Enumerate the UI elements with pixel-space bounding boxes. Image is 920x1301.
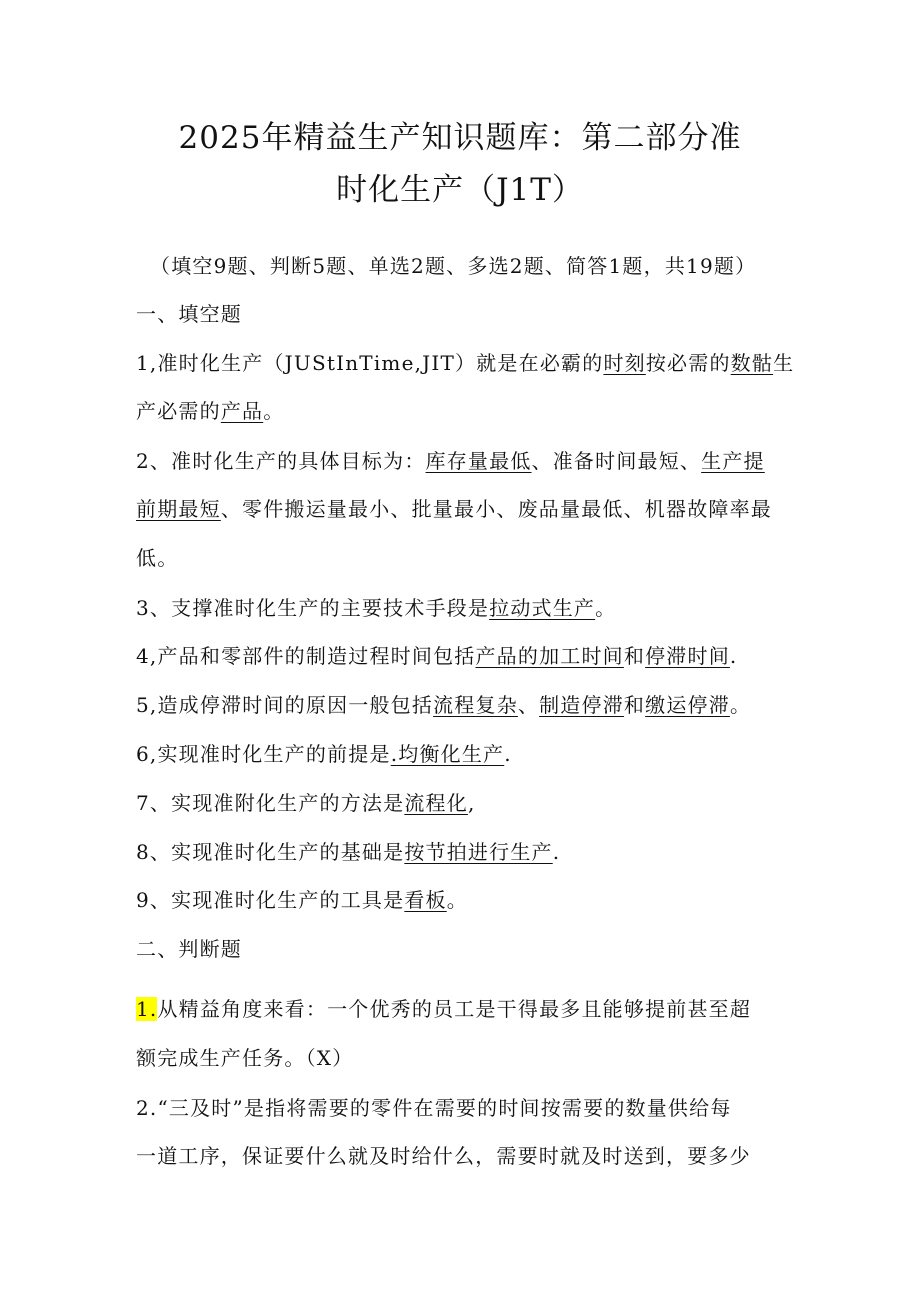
answer-blank: 产品的加工时间 [475,644,624,668]
fill-question-1-line-1: 1,准时化生产（JUStInTime,JIT）就是在必霸的时刻按必需的数骷生 [136,351,795,375]
answer-blank: 生产提 [701,449,765,473]
answer-blank: 流程复杂 [433,693,518,717]
section-heading-fill-in: 一、填空题 [136,302,242,326]
answer-blank: 数骷 [730,351,774,375]
answer-blank: .均衡化生产 [390,742,505,766]
fill-question-7: 7、实现准附化生产的方法是流程化, [136,791,476,815]
document-title-line-1: 2025年精益生产知识题库：第二部分准 [178,120,742,156]
answer-blank: 库存量最低 [425,449,532,473]
question-summary: （填空9题、判断5题、单选2题、多选2题、简答1题，共19题） [150,254,757,278]
fill-question-2-line-3: 低。 [136,546,179,570]
fill-question-2-line-1: 2、准时化生产的具体目标为：库存量最低、准备时间最短、生产提 [136,449,765,473]
fill-question-6: 6,实现准时化生产的前提是.均衡化生产. [136,742,512,766]
highlighted-question-number: 1. [136,997,158,1021]
answer-blank: 拉动式生产 [489,596,596,620]
fill-question-8: 8、实现准时化生产的基础是按节拍进行生产. [136,840,561,864]
fill-question-9: 9、实现准时化生产的工具是看板。 [136,888,468,912]
answer-blank: 产品 [220,399,264,423]
answer-blank: 按节拍进行生产 [404,840,553,864]
answer-blank: 时刻 [603,351,646,375]
fill-question-3: 3、支撑准时化生产的主要技术手段是拉动式生产。 [136,596,617,620]
answer-blank: 流程化 [404,791,468,815]
document-title-line-2: 时化生产（J1T） [336,172,584,208]
answer-blank: 前期最短 [136,497,221,521]
fill-question-4: 4,产品和零部件的制造过程时间包括产品的加工时间和停滞时间. [136,644,738,668]
fill-question-1-line-2: 产必需的产品。 [136,399,285,423]
judgement-question-1-line-1: 1.从精益角度来看：一个优秀的员工是干得最多且能够提前甚至超 [136,997,752,1021]
answer-blank: 停滞时间 [645,644,730,668]
answer-blank: 看板 [404,888,447,912]
fill-question-2-line-2: 前期最短、零件搬运量最小、批量最小、废品量最低、机器故障率最 [136,497,773,521]
judgement-question-1-line-2: 额完成生产任务。（X） [136,1046,354,1070]
answer-blank: 缴运停滞 [645,693,730,717]
section-heading-true-false: 二、判断题 [136,937,242,961]
fill-question-5: 5,造成停滞时间的原因一般包括流程复杂、制造停滞和缴运停滞。 [136,693,752,717]
judgement-question-2-line-1: 2.“三及时”是指将需要的零件在需要的时间按需要的数量供给每 [136,1096,732,1120]
answer-blank: 制造停滞 [539,693,624,717]
judgement-question-2-line-2: 一道工序，保证要什么就及时给什么，需要时就及时送到，要多少 [136,1144,751,1168]
